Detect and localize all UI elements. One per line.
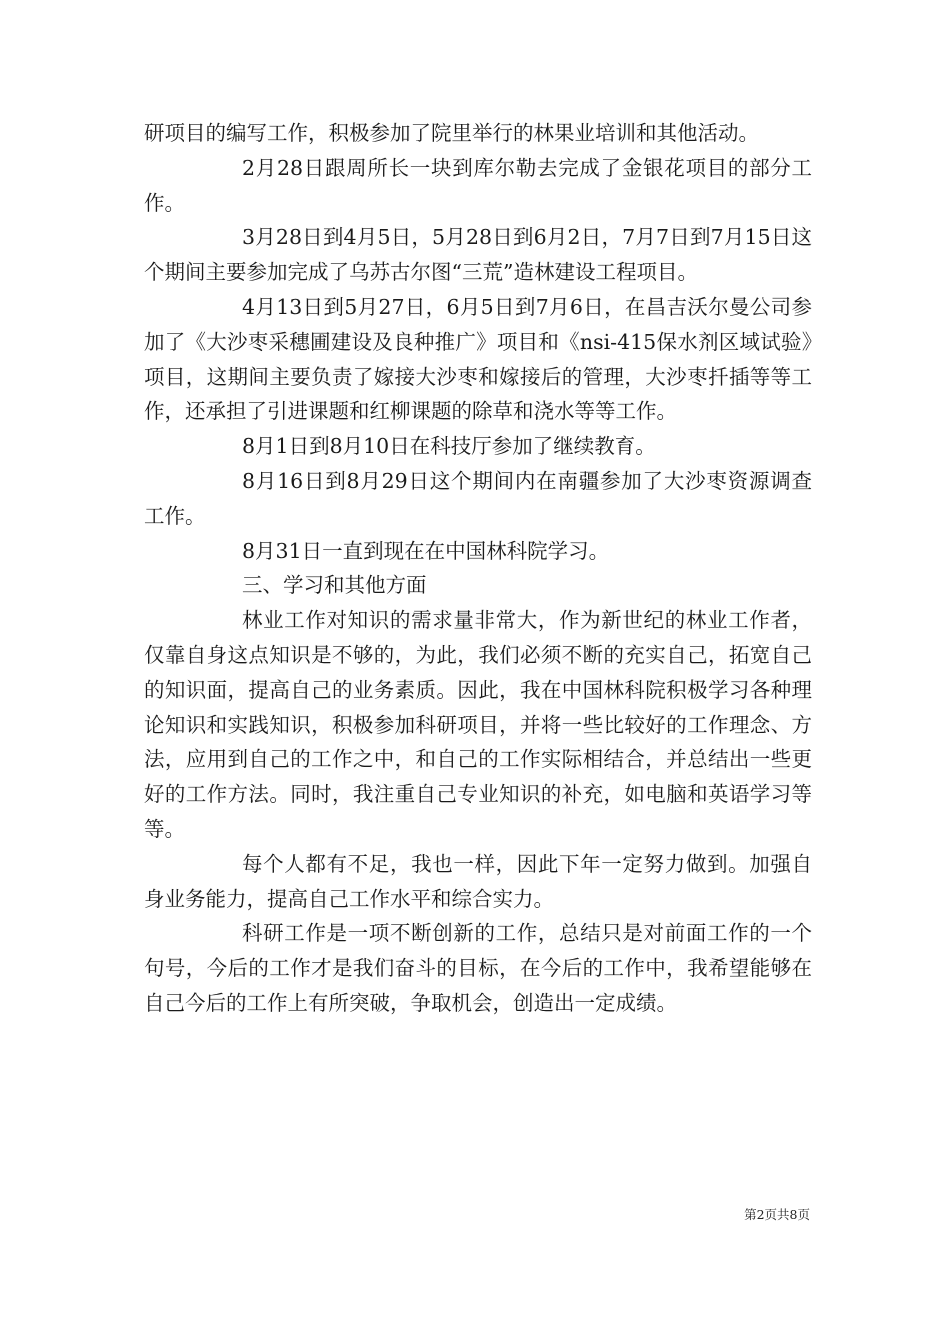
paragraph: 每个人都有不足，我也一样，因此下年一定努力做到。加强自身业务能力，提高自己工作水平和综合实力。 <box>144 851 812 911</box>
paragraph: 2月28日跟周所长一块到库尔勒去完成了金银花项目的部分工作。 <box>144 155 812 215</box>
paragraph: 8月1日到8月10日在科技厅参加了继续教育。 <box>242 434 656 459</box>
page-number: 第2页共8页 <box>744 1207 810 1222</box>
paragraph: 4月13日到5月27日，6月5日到7月6日，在昌吉沃尔曼公司参加了《大沙枣采穗圃建设及良种推广》项目和《nsi-415保水剂区域试验》项目，这期间主要负责了嫁接大沙枣和嫁接后的管理，大沙枣扦插等等工作，还承担了引进课题和红柳课题的除草和浇水等等工作。 <box>144 294 812 424</box>
paragraph: 8月16日到8月29日这个期间内在南疆参加了大沙枣资源调查工作。 <box>144 468 812 528</box>
section-heading: 三、学习和其他方面 <box>242 573 427 598</box>
paragraph: 林业工作对知识的需求量非常大，作为新世纪的林业工作者，仅靠自身这点知识是不够的，为此，我们必须不断的充实自己，拓宽自己的知识面，提高自己的业务素质。因此，我在中国林科院积极学习各种理论知识和实践知识，积极参加科研项目，并将一些比较好的工作理念、方法，应用到自己的工作之中，和自己的工作实际相结合，并总结出一些更好的工作方法。同时，我注重自己专业知识的补充，如电脑和英语学习等等。 <box>144 608 812 841</box>
document-body <box>144 116 812 1021</box>
paragraph: 研项目的编写工作，积极参加了院里举行的林果业培训和其他活动。 <box>144 121 759 145</box>
paragraph: 科研工作是一项不断创新的工作，总结只是对前面工作的一个句号，今后的工作才是我们奋斗的目标，在今后的工作中，我希望能够在自己今后的工作上有所突破，争取机会，创造出一定成绩。 <box>144 921 812 1015</box>
paragraph: 3月28日到4月5日，5月28日到6月2日，7月7日到7月15日这个期间主要参加完成了乌苏古尔图“三荒”造林建设工程项目。 <box>144 225 812 285</box>
paragraph: 8月31日一直到现在在中国林科院学习。 <box>242 538 610 563</box>
